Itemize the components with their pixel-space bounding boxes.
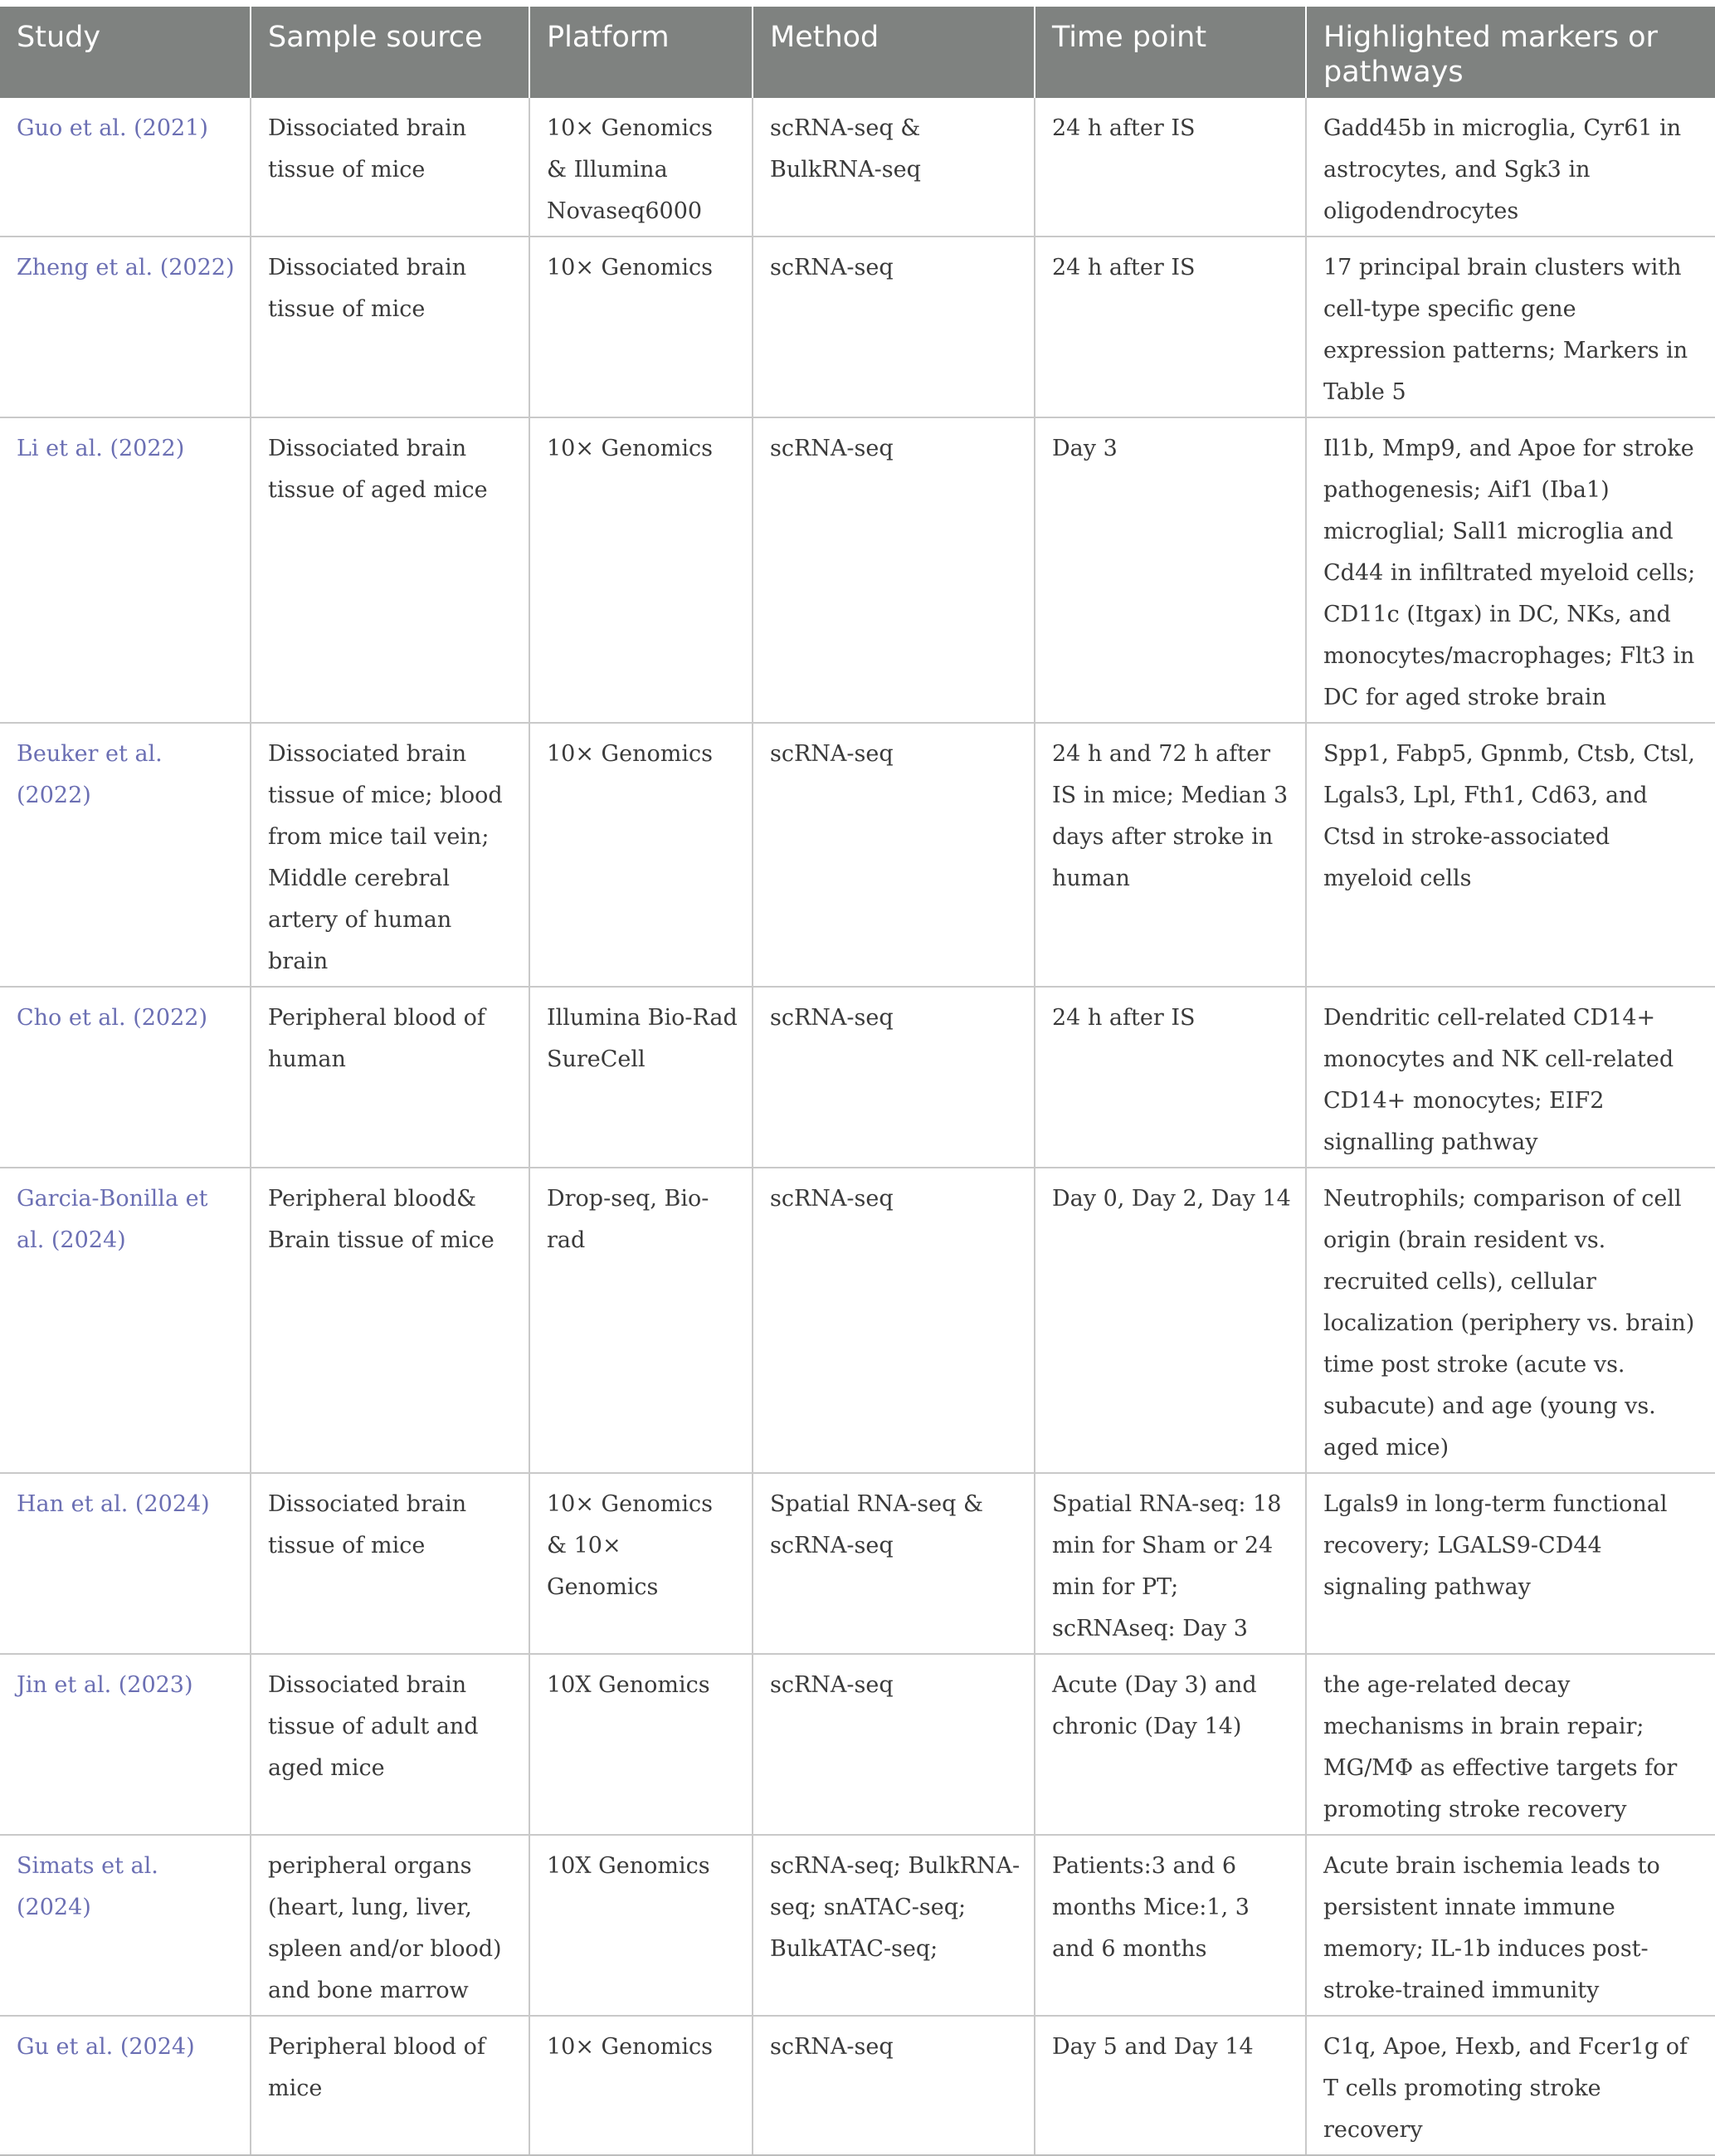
table-row (0, 2016, 1715, 2155)
header-method: Method (753, 7, 1035, 98)
header-row (0, 7, 1715, 98)
time-point-cell: Day 0, Day 2, Day 14 (1035, 1168, 1306, 1473)
time-point-cell: 24 h after IS (1035, 98, 1306, 237)
header-platform: Platform (529, 7, 753, 98)
markers-cell: Spp1, Fabp5, Gpnmb, Ctsb, Ctsl, Lgals3, Lpl, Fth1, Cd63, and Ctsd in stroke-associated myeloid cells (1306, 723, 1715, 987)
sample-source-cell: Dissociated brain tissue of aged mice (251, 417, 529, 723)
study-link[interactable]: Garcia-Bonilla et al. (2024) (0, 1168, 251, 1473)
table-body (0, 98, 1715, 2155)
method-cell: scRNA-seq (753, 417, 1035, 723)
time-point-cell: Acute (Day 3) and chronic (Day 14) (1035, 1654, 1306, 1835)
header-sample-source: Sample source (251, 7, 529, 98)
sample-source-cell: peripheral organs (heart, lung, liver, spleen and/or blood) and bone marrow (251, 1835, 529, 2016)
platform-cell: 10× Genomics (529, 417, 753, 723)
table-row (0, 1473, 1715, 1654)
table-row (0, 1654, 1715, 1835)
time-point-cell: 24 h after IS (1035, 237, 1306, 417)
platform-cell: 10X Genomics (529, 1835, 753, 2016)
markers-cell: Gadd45b in microglia, Cyr61 in astrocytes, and Sgk3 in oligodendrocytes (1306, 98, 1715, 237)
sample-source-cell: Peripheral blood& Brain tissue of mice (251, 1168, 529, 1473)
method-cell: scRNA-seq (753, 723, 1035, 987)
sample-source-cell: Dissociated brain tissue of adult and aged mice (251, 1654, 529, 1835)
table-row (0, 987, 1715, 1168)
markers-cell: Lgals9 in long-term functional recovery; LGALS9-CD44 signaling pathway (1306, 1473, 1715, 1654)
platform-cell: 10× Genomics (529, 2016, 753, 2155)
study-link[interactable]: Cho et al. (2022) (0, 987, 251, 1168)
sample-source-cell: Dissociated brain tissue of mice (251, 237, 529, 417)
study-link[interactable]: Guo et al. (2021) (0, 98, 251, 237)
markers-cell: Il1b, Mmp9, and Apoe for stroke pathogenesis; Aif1 (Iba1) microglial; Sall1 microglia and Cd44 in infiltrated myeloid cells; CD11c (Itgax) in DC, NKs, and monocytes/macrophages; Flt3 in DC for aged stroke brain (1306, 417, 1715, 723)
study-link[interactable]: Han et al. (2024) (0, 1473, 251, 1654)
markers-cell: 17 principal brain clusters with cell-type specific gene expression patterns; Markers in Table 5 (1306, 237, 1715, 417)
table-row (0, 98, 1715, 237)
header-markers: Highlighted markers or pathways (1306, 7, 1715, 98)
method-cell: scRNA-seq (753, 237, 1035, 417)
time-point-cell: 24 h and 72 h after IS in mice; Median 3 days after stroke in human (1035, 723, 1306, 987)
markers-cell: Acute brain ischemia leads to persistent innate immune memory; IL-1b induces post-stroke-trained immunity (1306, 1835, 1715, 2016)
header-study: Study (0, 7, 251, 98)
time-point-cell: 24 h after IS (1035, 987, 1306, 1168)
time-point-cell: Spatial RNA-seq: 18 min for Sham or 24 min for PT; scRNAseq: Day 3 (1035, 1473, 1306, 1654)
platform-cell: 10X Genomics (529, 1654, 753, 1835)
platform-cell: 10× Genomics & 10× Genomics (529, 1473, 753, 1654)
study-link[interactable]: Gu et al. (2024) (0, 2016, 251, 2155)
header-time-point: Time point (1035, 7, 1306, 98)
table-row (0, 1168, 1715, 1473)
method-cell: scRNA-seq (753, 1168, 1035, 1473)
markers-cell: the age-related decay mechanisms in brain repair; MG/MΦ as effective targets for promoting stroke recovery (1306, 1654, 1715, 1835)
markers-cell: Neutrophils; comparison of cell origin (brain resident vs. recruited cells), cellular localization (periphery vs. brain) time post stroke (acute vs. subacute) and age (young vs. aged mice) (1306, 1168, 1715, 1473)
studies-table (0, 7, 1715, 2156)
method-cell: scRNA-seq; BulkRNA-seq; snATAC-seq; BulkATAC-seq; (753, 1835, 1035, 2016)
sample-source-cell: Peripheral blood of mice (251, 2016, 529, 2155)
markers-cell: Dendritic cell-related CD14+ monocytes and NK cell-related CD14+ monocytes; EIF2 signalling pathway (1306, 987, 1715, 1168)
time-point-cell: Patients:3 and 6 months Mice:1, 3 and 6 months (1035, 1835, 1306, 2016)
table-header (0, 7, 1715, 98)
platform-cell: 10× Genomics & Illumina Novaseq6000 (529, 98, 753, 237)
platform-cell: Drop-seq, Bio-rad (529, 1168, 753, 1473)
table-row (0, 237, 1715, 417)
studies-table-container (0, 7, 1715, 2156)
study-link[interactable]: Beuker et al. (2022) (0, 723, 251, 987)
method-cell: scRNA-seq (753, 2016, 1035, 2155)
table-row (0, 723, 1715, 987)
time-point-cell: Day 3 (1035, 417, 1306, 723)
markers-cell: C1q, Apoe, Hexb, and Fcer1g of T cells promoting stroke recovery (1306, 2016, 1715, 2155)
sample-source-cell: Dissociated brain tissue of mice; blood from mice tail vein; Middle cerebral artery of human brain (251, 723, 529, 987)
sample-source-cell: Dissociated brain tissue of mice (251, 1473, 529, 1654)
method-cell: Spatial RNA-seq & scRNA-seq (753, 1473, 1035, 1654)
study-link[interactable]: Jin et al. (2023) (0, 1654, 251, 1835)
study-link[interactable]: Simats et al. (2024) (0, 1835, 251, 2016)
study-link[interactable]: Zheng et al. (2022) (0, 237, 251, 417)
method-cell: scRNA-seq (753, 987, 1035, 1168)
method-cell: scRNA-seq & BulkRNA-seq (753, 98, 1035, 237)
method-cell: scRNA-seq (753, 1654, 1035, 1835)
table-row (0, 417, 1715, 723)
platform-cell: Illumina Bio-Rad SureCell (529, 987, 753, 1168)
platform-cell: 10× Genomics (529, 723, 753, 987)
study-link[interactable]: Li et al. (2022) (0, 417, 251, 723)
time-point-cell: Day 5 and Day 14 (1035, 2016, 1306, 2155)
platform-cell: 10× Genomics (529, 237, 753, 417)
sample-source-cell: Dissociated brain tissue of mice (251, 98, 529, 237)
sample-source-cell: Peripheral blood of human (251, 987, 529, 1168)
table-row (0, 1835, 1715, 2016)
